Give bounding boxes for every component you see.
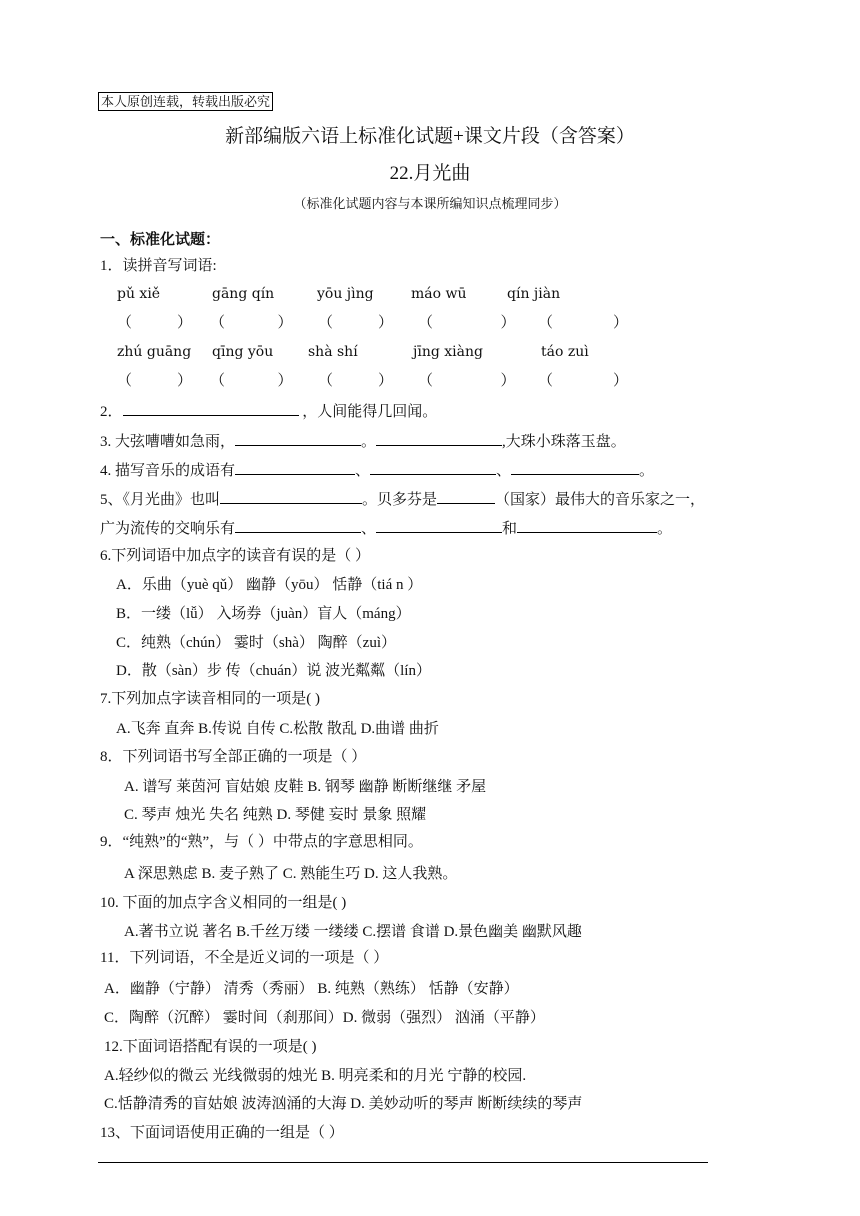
fill-blank[interactable] [235, 431, 361, 446]
document-title: 新部编版六语上标准化试题+课文片段（含答案） [225, 126, 635, 147]
document-subtitle: （标准化试题内容与本课所编知识点梳理同步） [293, 196, 567, 211]
fill-blank[interactable] [370, 460, 496, 475]
copyright-stamp: 本人原创连载，转载出版必究 [98, 92, 273, 111]
question-8-row2: C. 琴声 烛光 失名 纯熟 D. 琴健 妄时 景象 照耀 [124, 807, 427, 823]
fill-blank[interactable] [376, 518, 502, 533]
answer-bracket[interactable]: （ ） [117, 373, 193, 389]
fill-blank[interactable] [123, 401, 299, 416]
question-3-c: ,大珠小珠落玉盘。 [502, 434, 626, 450]
question-8-stem: 8．下列词语书写全部正确的一项是（ ） [100, 749, 367, 765]
question-11-stem: 11．下列词语，不全是近义词的一项是（ ） [100, 950, 389, 966]
question-12-row2: C.恬静清秀的盲姑娘 波涛汹涌的大海 D. 美妙动听的琴声 断断续续的琴声 [104, 1096, 583, 1112]
pinyin-10: táo zuì [541, 344, 589, 360]
pinyin-2: gāng qín [212, 286, 275, 302]
question-2 [100, 400, 437, 421]
question-5-d: 广为流传的交响乐有 [100, 521, 236, 537]
question-5-g: 。 [657, 521, 673, 537]
question-12-row1: A.轻纱似的微云 光线微弱的烛光 B. 明亮柔和的月光 宁静的校园. [104, 1068, 527, 1084]
option-b: B．一缕（lǚ） 入场券（juàn）盲人（máng） [116, 606, 411, 622]
question-3-b: 。 [361, 434, 377, 450]
option-a: A．乐曲（yuè qǔ） 幽静（yōu） 恬静（tiá n ） [116, 577, 423, 593]
question-10-stem: 10. 下面的加点字含义相同的一组是( ) [100, 895, 347, 911]
question-4-a: 4. 描写音乐的成语有 [100, 463, 236, 479]
option-d: D．散（sàn）步 传（chuán）说 波光粼粼（lín） [116, 663, 431, 679]
pinyin-1: pǔ xiě [117, 286, 161, 302]
question-9-options: A 深思熟虑 B. 麦子熟了 C. 熟能生巧 D. 这人我熟。 [124, 866, 458, 882]
question-2-text: ，人间能得几回闻。 [302, 404, 438, 420]
section-heading: 一、标准化试题： [100, 231, 221, 248]
fill-blank[interactable] [235, 518, 361, 533]
answer-bracket[interactable]: （ ） [210, 373, 293, 389]
pinyin-5: qín jiàn [507, 286, 561, 302]
question-6-stem: 6.下列词语中加点字的读音有误的是（ ） [100, 548, 371, 564]
question-4-sep: 、 [355, 463, 371, 479]
fill-blank[interactable] [517, 518, 657, 533]
question-3 [100, 430, 626, 451]
question-5-line2 [100, 517, 672, 538]
answer-bracket[interactable]: （ ） [538, 373, 629, 389]
question-3-a: 3. 大弦嘈嘈如急雨， [100, 434, 236, 450]
footer-divider [98, 1162, 708, 1163]
question-5-line1 [100, 488, 705, 509]
fill-blank[interactable] [220, 489, 362, 504]
answer-bracket[interactable]: （ ） [418, 373, 516, 389]
question-11-row1: A．幽静（宁静） 清秀（秀丽） B. 纯熟（熟练） 恬静（安静） [104, 981, 519, 997]
question-4-end: 。 [639, 463, 655, 479]
question-4-sep: 、 [496, 463, 512, 479]
pinyin-6: zhú guāng [117, 344, 192, 360]
answer-bracket[interactable]: （ ） [117, 315, 193, 331]
lesson-title: 22.月光曲 [389, 163, 471, 184]
answer-bracket[interactable]: （ ） [538, 315, 629, 331]
fill-blank[interactable] [235, 460, 355, 475]
question-5-f: 和 [502, 521, 518, 537]
fill-blank[interactable] [376, 431, 502, 446]
answer-bracket[interactable]: （ ） [318, 373, 394, 389]
pinyin-8: shà shí [308, 344, 358, 360]
answer-bracket[interactable]: （ ） [418, 315, 516, 331]
question-2-number: 2． [100, 404, 123, 420]
question-13-stem: 13、下面词语使用正确的一组是（ ） [100, 1125, 344, 1141]
answer-bracket[interactable]: （ ） [318, 315, 394, 331]
question-12-stem: 12.下面词语搭配有误的一项是( ) [104, 1039, 317, 1055]
question-5-b: 。贝多芬是 [362, 492, 438, 508]
question-5-e: 、 [361, 521, 377, 537]
fill-blank[interactable] [511, 460, 639, 475]
pinyin-9: jīng xiàng [413, 344, 483, 360]
question-8-row1: A. 谱写 莱茵河 盲姑娘 皮鞋 B. 钢琴 幽静 断断继继 矛屋 [124, 779, 487, 795]
question-9-stem: 9．“纯熟”的“熟”，与（ ）中带点的字意思相同。 [100, 834, 423, 850]
question-11-row2: C．陶醉（沉醉） 霎时间（刹那间）D. 微弱（强烈） 汹涌（平静） [104, 1010, 545, 1026]
pinyin-4: máo wū [411, 286, 467, 302]
pinyin-7: qīng yōu [212, 344, 274, 360]
question-7-options: A.飞奔 直奔 B.传说 自传 C.松散 散乱 D.曲谱 曲折 [116, 721, 439, 737]
question-7-stem: 7.下列加点字读音相同的一项是( ) [100, 691, 320, 707]
question-5-c: （国家）最伟大的音乐家之一， [495, 492, 706, 508]
question-1-label: 1．读拼音写词语: [100, 258, 217, 274]
option-c: C．纯熟（chún） 霎时（shà） 陶醉（zuì） [116, 635, 396, 651]
question-5-a: 5、《月光曲》也叫 [100, 492, 221, 508]
question-10-options: A.著书立说 著名 B.千丝万缕 一缕缕 C.摆谱 食谱 D.景色幽美 幽默风趣 [124, 924, 582, 940]
fill-blank[interactable] [437, 489, 495, 504]
pinyin-3: yōu jìng [317, 286, 374, 302]
answer-bracket[interactable]: （ ） [210, 315, 293, 331]
question-4 [100, 459, 654, 480]
